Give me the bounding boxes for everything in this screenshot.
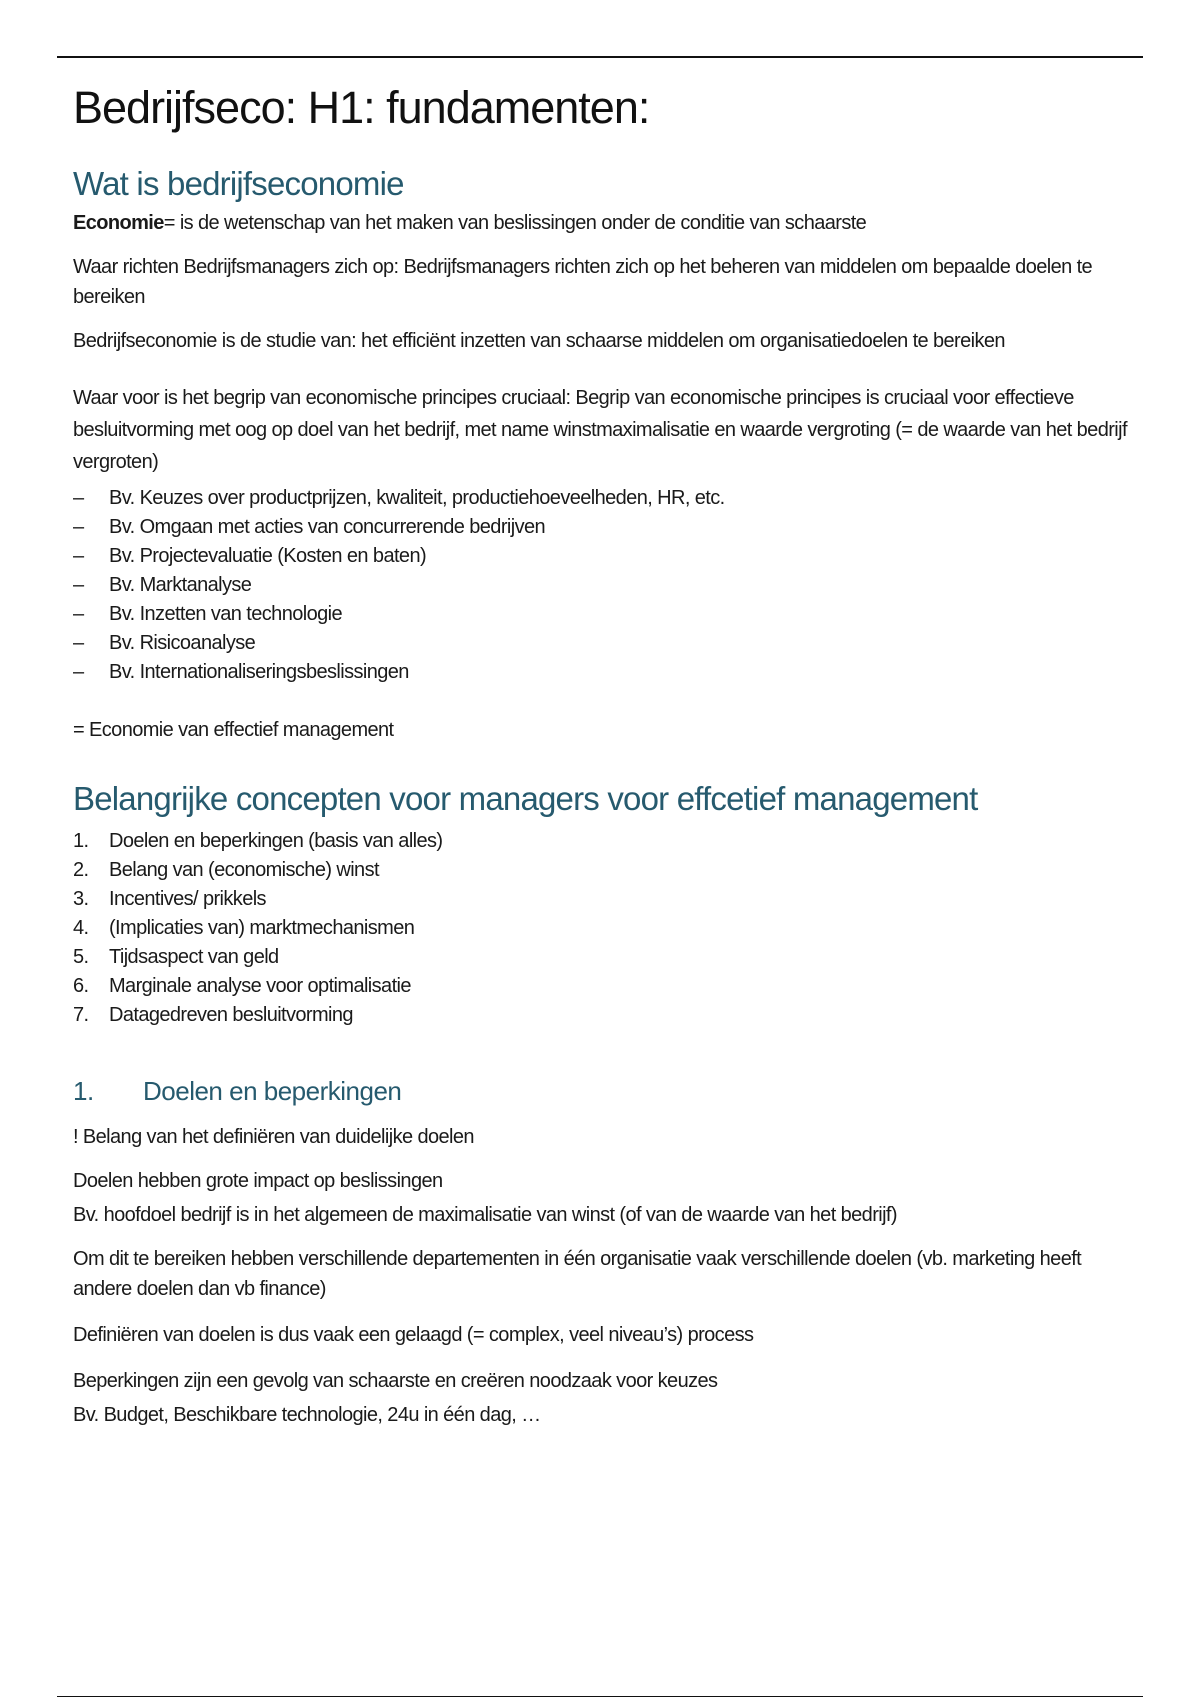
list-item — [73, 600, 1133, 629]
paragraph-line: Bv. hoofdoel bedrijf is in het algemeen de maximalisatie van winst (of van de waarde van het bedrijf) — [73, 1204, 897, 1226]
bottom-rule — [57, 1696, 1143, 1697]
list-item-text: Incentives/ prikkels — [109, 888, 266, 910]
list-item-text: Bv. Projectevaluatie (Kosten en baten) — [109, 545, 427, 567]
list-item-text: Bv. Keuzes over productprijzen, kwaliteit, productiehoeveelheden, HR, etc. — [109, 487, 725, 509]
paragraph-line: ! Belang van het definiëren van duidelijke doelen — [73, 1126, 474, 1148]
list-item-text: (Implicaties van) marktmechanismen — [109, 917, 415, 939]
list-item-text: Bv. Risicoanalyse — [109, 632, 256, 654]
list-item-text: Belang van (economische) winst — [109, 859, 379, 881]
list-item — [73, 571, 1133, 600]
list-number: 2. — [73, 859, 89, 881]
paragraph-line: Bv. Budget, Beschikbare technologie, 24u in één dag, … — [73, 1404, 541, 1426]
paragraph-managers: Waar richten Bedrijfsmanagers zich op: Bedrijfsmanagers richten zich op het beheren van middelen om bepaalde doelen te bereiken — [73, 256, 1093, 308]
section-heading: Wat is bedrijfseconomie — [73, 165, 404, 202]
list-item — [73, 827, 1133, 856]
document-page — [73, 78, 1133, 1430]
list-item-text: Bv. Internationaliseringsbeslissingen — [109, 661, 409, 683]
list-item — [73, 943, 1133, 972]
dash-marker: – — [73, 516, 84, 538]
paragraph-principes: Waar voor is het begrip van economische principes cruciaal: Begrip van economische principes is cruciaal voor effectieve besluitvorming met oog op doel van het bedrijf, met name winstmaximalisatie en waarde vergroting (= de waarde van het bedrijf vergroten) — [73, 387, 1127, 473]
subsection-heading — [73, 1074, 1133, 1108]
top-rule — [57, 56, 1143, 58]
dash-marker: – — [73, 603, 84, 625]
list-number: 6. — [73, 975, 89, 997]
list-item — [73, 856, 1133, 885]
dash-marker: – — [73, 632, 84, 654]
list-item — [73, 629, 1133, 658]
list-number: 1. — [73, 830, 89, 852]
list-item — [73, 885, 1133, 914]
section-heading: Belangrijke concepten voor managers voor effcetief management — [73, 780, 978, 817]
examples-list — [73, 484, 1133, 687]
list-item — [73, 972, 1133, 1001]
list-item-text: Marginale analyse voor optimalisatie — [109, 975, 411, 997]
paragraph-studie: Bedrijfseconomie is de studie van: het efficiënt inzetten van schaarse middelen om organisatiedoelen te bereiken — [73, 330, 1005, 352]
list-item — [73, 542, 1133, 571]
list-number: 5. — [73, 946, 89, 968]
definition-text: = is de wetenschap van het maken van beslissingen onder de conditie van schaarste — [163, 212, 867, 234]
dash-marker: – — [73, 574, 84, 596]
subsection-title: Doelen en beperkingen — [143, 1076, 402, 1106]
section-wat-is-bedrijfseconomie — [73, 164, 1133, 745]
list-item-text: Datagedreven besluitvorming — [109, 1004, 353, 1026]
list-item — [73, 658, 1133, 687]
concepts-list — [73, 827, 1133, 1030]
list-item-text: Doelen en beperkingen (basis van alles) — [109, 830, 443, 852]
paragraph-line: Om dit te bereiken hebben verschillende departementen in één organisatie vaak verschillende doelen (vb. marketing heeft andere doelen dan vb finance) — [73, 1248, 1082, 1300]
dash-marker: – — [73, 661, 84, 683]
list-item — [73, 484, 1133, 513]
section-belangrijke-concepten — [73, 779, 1133, 1030]
dash-marker: – — [73, 545, 84, 567]
dash-marker: – — [73, 487, 84, 509]
list-item — [73, 513, 1133, 542]
summary-line: = Economie van effectief management — [73, 719, 394, 741]
paragraph-line: Definiëren van doelen is dus vaak een gelaagd (= complex, veel niveau’s) process — [73, 1324, 754, 1346]
definition-paragraph — [73, 208, 1133, 238]
list-item-text: Tijdsaspect van geld — [109, 946, 279, 968]
paragraph-line: Beperkingen zijn een gevolg van schaarste en creëren noodzaak voor keuzes — [73, 1370, 718, 1392]
list-item-text: Bv. Omgaan met acties van concurrerende bedrijven — [109, 516, 546, 538]
definition-term: Economie — [73, 212, 164, 234]
list-item-text: Bv. Marktanalyse — [109, 574, 252, 596]
document-title: Bedrijfseco: H1: fundamenten: — [73, 82, 650, 133]
section-doelen-en-beperkingen — [73, 1074, 1133, 1430]
list-item — [73, 914, 1133, 943]
list-number: 3. — [73, 888, 89, 910]
paragraph-line: Doelen hebben grote impact op beslissingen — [73, 1170, 443, 1192]
list-item — [73, 1001, 1133, 1030]
list-number: 4. — [73, 917, 89, 939]
subsection-number: 1. — [73, 1076, 94, 1106]
list-number: 7. — [73, 1004, 89, 1026]
list-item-text: Bv. Inzetten van technologie — [109, 603, 342, 625]
